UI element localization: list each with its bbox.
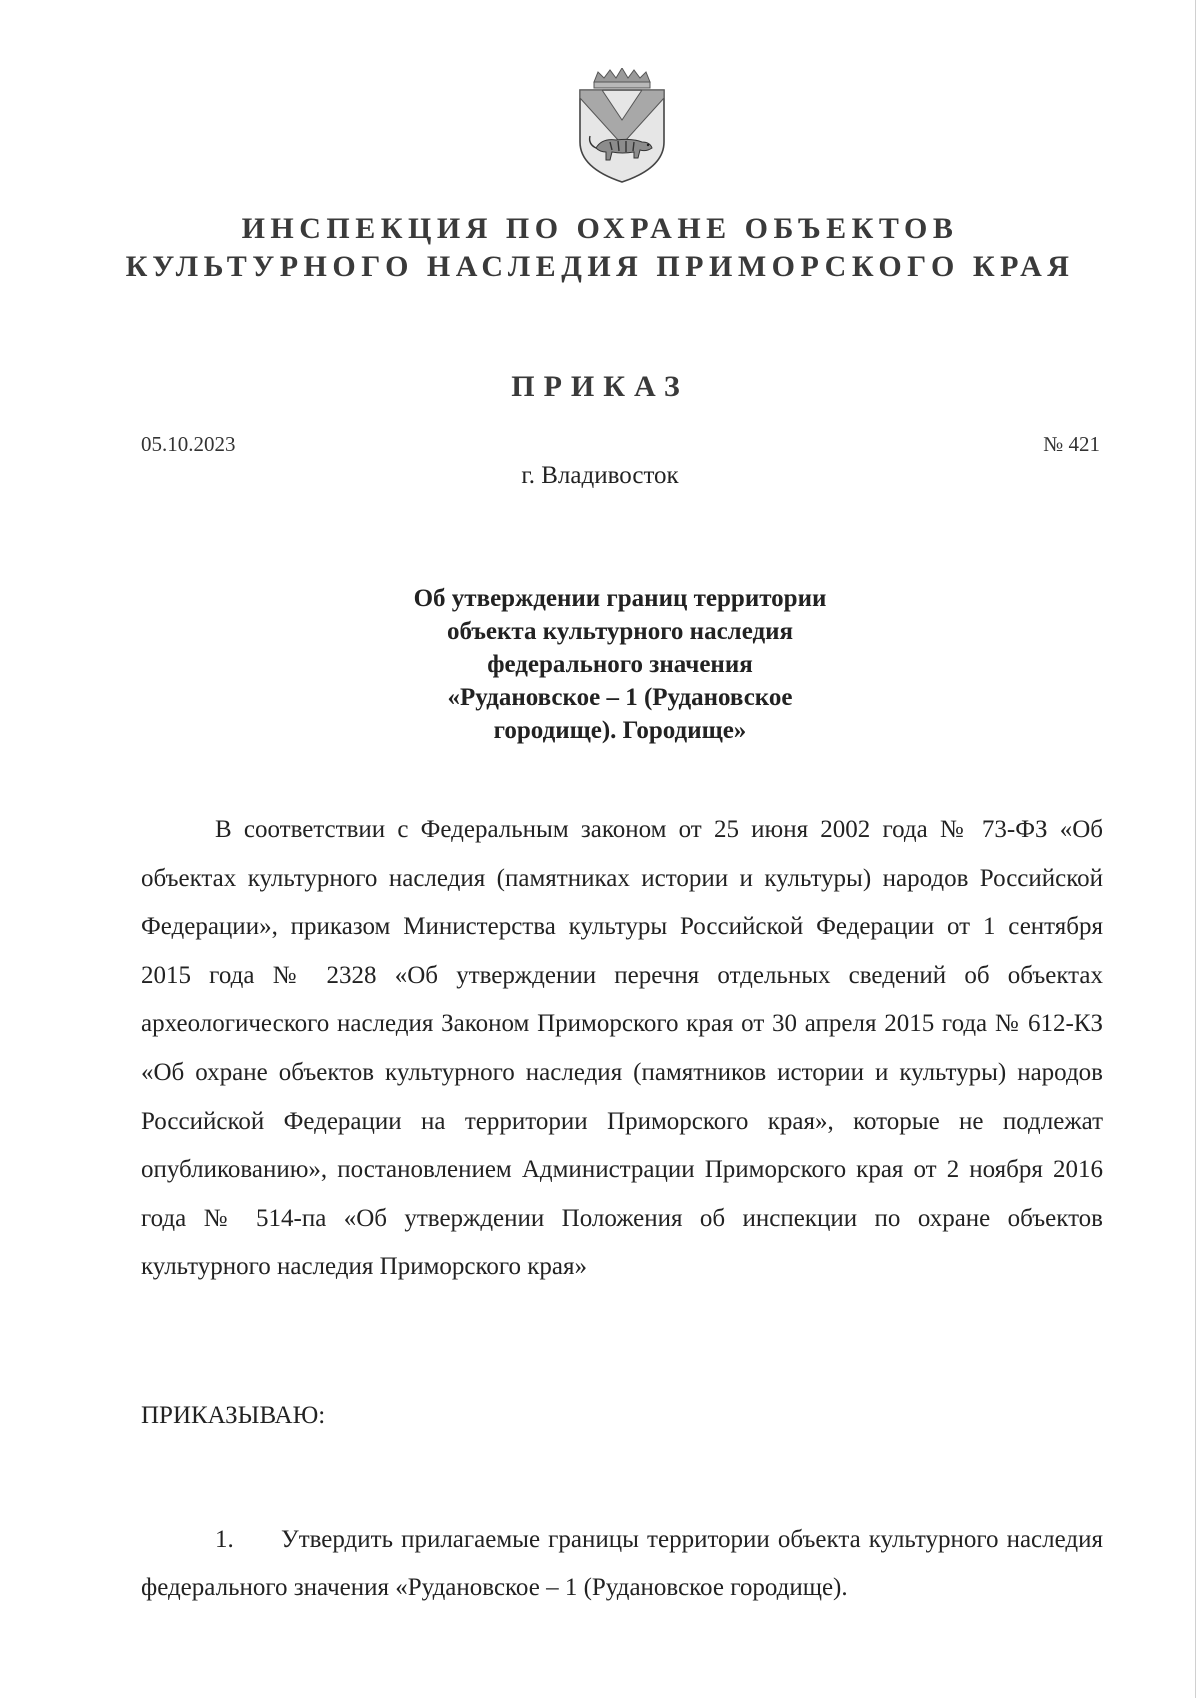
document-type-title: ПРИКАЗ bbox=[511, 370, 689, 403]
subject-line: Об утверждении границ территории bbox=[413, 585, 827, 612]
organization-name-line-1: ИНСПЕКЦИЯ ПО ОХРАНЕ ОБЪЕКТОВ bbox=[241, 212, 959, 245]
order-item-number: 1. bbox=[215, 1526, 234, 1553]
subject-line: объекта культурного наследия bbox=[446, 618, 794, 645]
organization-name-line-2: КУЛЬТУРНОГО НАСЛЕДИЯ ПРИМОРСКОГО КРАЯ bbox=[125, 250, 1075, 283]
subject-line: федерального значения bbox=[487, 651, 753, 678]
scan-edge-line bbox=[1195, 0, 1196, 1698]
order-item-1 bbox=[141, 1516, 1103, 1612]
preamble-paragraph: В соответствии с Федеральным законом от 25 июня 2002 года № 73-ФЗ «Об объектах культурного наследия (памятниках истории и культуры) народов Российской Федерации», приказом Министерства культуры Российской Федерации от 1 сентября 2015 года № 2328 «Об утверждении перечня отдельных сведений об объектах археологического наследия Законом Приморского края от 30 апреля 2015 года № 612-КЗ «Об охране объектов культурного наследия (памятников истории и культуры) народов Российской Федерации на территории Приморского края», которые не подлежат опубликованию», постановлением Администрации Приморского края от 2 ноября 2016 года № 514-па «Об утверждении Положения об инспекции по охране объектов культурного наследия Приморского края» bbox=[141, 816, 1103, 1281]
document-number: № 421 bbox=[1043, 432, 1100, 456]
document-date: 05.10.2023 bbox=[141, 432, 236, 456]
document-subject bbox=[300, 582, 940, 747]
document-city: г. Владивосток bbox=[521, 462, 679, 489]
order-item-text: Утвердить прилагаемые границы территории объекта культурного наследия федерального значения «Рудановское – 1 (Рудановское городище). bbox=[141, 1526, 1103, 1601]
subject-line: «Рудановское – 1 (Рудановское bbox=[447, 684, 793, 711]
order-directive-word: ПРИКАЗЫВАЮ: bbox=[141, 1402, 326, 1429]
subject-line: городище). Городище» bbox=[493, 717, 747, 744]
coat-of-arms-icon bbox=[572, 68, 672, 186]
